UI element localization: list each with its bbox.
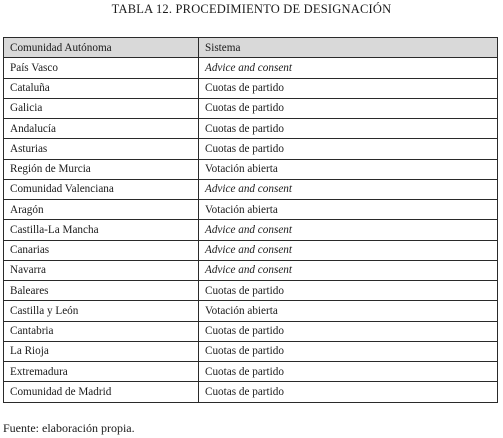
cell-sistema: Votación abierta (199, 159, 498, 179)
table-row (4, 281, 498, 301)
cell-comunidad: Asturias (4, 139, 199, 159)
table-row (4, 78, 498, 98)
cell-sistema: Advice and consent (199, 240, 498, 260)
table-row (4, 159, 498, 179)
cell-comunidad: Navarra (4, 260, 199, 280)
cell-sistema: Votación abierta (199, 301, 498, 321)
table-body (4, 58, 498, 402)
cell-comunidad: Comunidad Valenciana (4, 179, 199, 199)
table-row (4, 382, 498, 402)
column-header-comunidad: Comunidad Autónoma (4, 38, 199, 58)
cell-comunidad: Canarias (4, 240, 199, 260)
column-header-sistema: Sistema (199, 38, 498, 58)
cell-comunidad: Región de Murcia (4, 159, 199, 179)
cell-sistema: Cuotas de partido (199, 362, 498, 382)
cell-comunidad: Andalucía (4, 119, 199, 139)
cell-comunidad: Galicia (4, 98, 199, 118)
table-title: TABLA 12. PROCEDIMIENTO DE DESIGNACIÓN (111, 2, 392, 16)
cell-sistema: Cuotas de partido (199, 382, 498, 402)
cell-sistema: Cuotas de partido (199, 119, 498, 139)
cell-comunidad: Aragón (4, 200, 199, 220)
cell-sistema: Cuotas de partido (199, 281, 498, 301)
cell-comunidad: País Vasco (4, 58, 199, 78)
table-row (4, 220, 498, 240)
table-row (4, 260, 498, 280)
cell-sistema: Advice and consent (199, 179, 498, 199)
table-row (4, 139, 498, 159)
cell-comunidad: Comunidad de Madrid (4, 382, 199, 402)
cell-sistema: Cuotas de partido (199, 98, 498, 118)
designation-table (3, 37, 498, 403)
table-row (4, 240, 498, 260)
table-row (4, 321, 498, 341)
table-row (4, 179, 498, 199)
cell-sistema: Cuotas de partido (199, 321, 498, 341)
cell-sistema: Cuotas de partido (199, 78, 498, 98)
table-row (4, 362, 498, 382)
table-row (4, 98, 498, 118)
cell-sistema: Cuotas de partido (199, 341, 498, 361)
cell-sistema: Advice and consent (199, 220, 498, 240)
cell-comunidad: Castilla y León (4, 301, 199, 321)
table-row (4, 200, 498, 220)
table-row (4, 341, 498, 361)
table-header-row (4, 38, 498, 58)
cell-comunidad: Castilla-La Mancha (4, 220, 199, 240)
cell-sistema: Votación abierta (199, 200, 498, 220)
cell-sistema: Advice and consent (199, 260, 498, 280)
table-row (4, 58, 498, 78)
cell-comunidad: Cantabria (4, 321, 199, 341)
cell-comunidad: Cataluña (4, 78, 199, 98)
source-note: Fuente: elaboración propia. (3, 421, 135, 435)
cell-sistema: Advice and consent (199, 58, 498, 78)
table-row (4, 119, 498, 139)
cell-comunidad: La Rioja (4, 341, 199, 361)
cell-comunidad: Extremadura (4, 362, 199, 382)
cell-sistema: Cuotas de partido (199, 139, 498, 159)
cell-comunidad: Baleares (4, 281, 199, 301)
table-row (4, 301, 498, 321)
